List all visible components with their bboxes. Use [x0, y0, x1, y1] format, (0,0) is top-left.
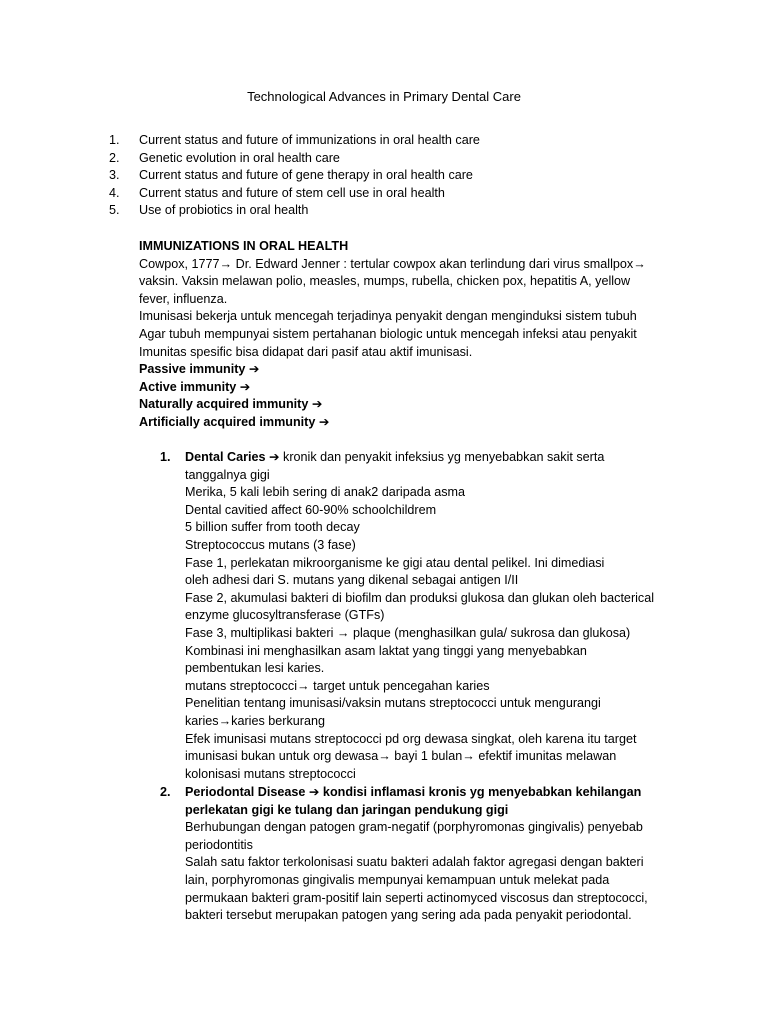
paragraph-line: Salah satu faktor terkolonisasi suatu bakteri adalah faktor agregasi dengan bakteri: [185, 855, 644, 870]
paragraph-line: Agar tubuh mempunyai sistem pertahanan biologic untuk mencegah infeksi atau penyakit: [139, 326, 637, 341]
dental-caries-section: [139, 449, 699, 783]
paragraph-line: imunisasi bukan untuk org dewasa→ bayi 1 bulan→ efektif imunitas melawan: [185, 749, 617, 764]
topic-number: 2.: [109, 150, 120, 165]
section-heading-text: kronik dan penyakit infeksius yg menyebabkan sakit serta: [279, 450, 605, 464]
section-heading: IMMUNIZATIONS IN ORAL HEALTH: [139, 239, 349, 253]
topic-item: [109, 150, 709, 168]
topic-item: [109, 167, 709, 185]
paragraph-line: enzyme glucosyltransferase (GTFs): [185, 608, 385, 623]
topic-item: [109, 185, 709, 203]
paragraph-line: vaksin. Vaksin melawan polio, measles, mumps, rubella, chicken pox, hepatitis A, yellow: [139, 274, 631, 289]
section-heading: Periodontal Disease ➔ kondisi inflamasi kronis yg menyebabkan kehilangan: [185, 785, 642, 799]
paragraph-line: Cowpox, 1777→ Dr. Edward Jenner : tertular cowpox akan terlindung dari virus smallpox→: [139, 256, 646, 271]
topic-number: 5.: [109, 203, 120, 218]
section-heading: Dental Caries ➔: [185, 450, 280, 464]
immunity-type: Artificially acquired immunity ➔: [139, 414, 330, 429]
paragraph-line: Fase 2, akumulasi bakteri di biofilm dan produksi glukosa dan glukan oleh bacterical: [185, 590, 655, 605]
paragraph-line: karies→karies berkurang: [185, 713, 325, 728]
paragraph-line: bakteri tersebut merupakan patogen yang sering ada pada penyakit periodontal.: [185, 908, 632, 923]
paragraph-line: tanggalnya gigi: [185, 467, 270, 482]
periodontal-disease-section: [139, 784, 699, 925]
paragraph-line: fever, influenza.: [139, 291, 228, 306]
paragraph-line: Berhubungan dengan patogen gram-negatif (porphyromonas gingivalis) penyebab: [185, 820, 643, 835]
paragraph-line: oleh adhesi dari S. mutans yang dikenal sebagai antigen I/II: [185, 573, 519, 588]
topic-list: [109, 132, 709, 220]
topic-text: Current status and future of immunizations in oral health care: [139, 133, 480, 147]
paragraph-line: Merika, 5 kali lebih sering di anak2 daripada asma: [185, 485, 466, 500]
topic-text: Genetic evolution in oral health care: [139, 150, 340, 165]
paragraph-line: mutans streptococci→ target untuk pencegahan karies: [185, 678, 490, 693]
topic-number: 1.: [109, 133, 120, 147]
section-number: 1.: [160, 450, 171, 464]
paragraph-line: 5 billion suffer from tooth decay: [185, 520, 360, 535]
paragraph-line: pembentukan lesi karies.: [185, 661, 325, 676]
paragraph-line: Fase 1, perlekatan mikroorganisme ke gigi atau dental pelikel. Ini dimediasi: [185, 555, 605, 570]
paragraph-line: Dental cavitied affect 60-90% schoolchildrem: [185, 502, 437, 517]
topic-number: 4.: [109, 185, 120, 200]
topic-text: Use of probiotics in oral health: [139, 203, 309, 218]
topic-number: 3.: [109, 168, 120, 183]
paragraph-line: perlekatan gigi ke tulang dan jaringan pendukung gigi: [185, 802, 509, 817]
paragraph-line: Efek imunisasi mutans streptococci pd org dewasa singkat, oleh karena itu target: [185, 731, 637, 746]
topic-item: [109, 202, 709, 220]
topic-text: Current status and future of stem cell use in oral health: [139, 185, 445, 200]
paragraph-line: permukaan bakteri gram-positif lain seperti actinomyced viscosus dan streptococci,: [185, 890, 648, 905]
section-number: 2.: [160, 785, 171, 799]
paragraph-line: lain, porphyromonas gingivalis mempunyai kemampuan untuk melekat pada: [185, 872, 610, 887]
topic-text: Current status and future of gene therapy in oral health care: [139, 168, 473, 183]
paragraph-line: Fase 3, multiplikasi bakteri → plaque (menghasilkan gula/ sukrosa dan glukosa): [185, 625, 631, 640]
paragraph-line: Imunitas spesific bisa didapat dari pasif atau aktif imunisasi.: [139, 344, 473, 359]
immunizations-section: [139, 238, 679, 432]
immunity-type: Active immunity ➔: [139, 379, 251, 394]
paragraph-line: Streptococcus mutans (3 fase): [185, 537, 356, 552]
paragraph-line: kolonisasi mutans streptococci: [185, 766, 356, 781]
immunity-type: Naturally acquired immunity ➔: [139, 397, 323, 412]
paragraph-line: Kombinasi ini menghasilkan asam laktat yang tinggi yang menyebabkan: [185, 643, 587, 658]
immunity-type: Passive immunity ➔: [139, 362, 260, 377]
topic-item: [109, 132, 709, 150]
paragraph-line: Penelitian tentang imunisasi/vaksin mutans streptococci untuk mengurangi: [185, 696, 601, 711]
document-title: Technological Advances in Primary Dental Care: [247, 89, 521, 104]
paragraph-line: periodontitis: [185, 837, 253, 852]
paragraph-line: Imunisasi bekerja untuk mencegah terjadinya penyakit dengan menginduksi sistem tubuh: [139, 309, 637, 324]
